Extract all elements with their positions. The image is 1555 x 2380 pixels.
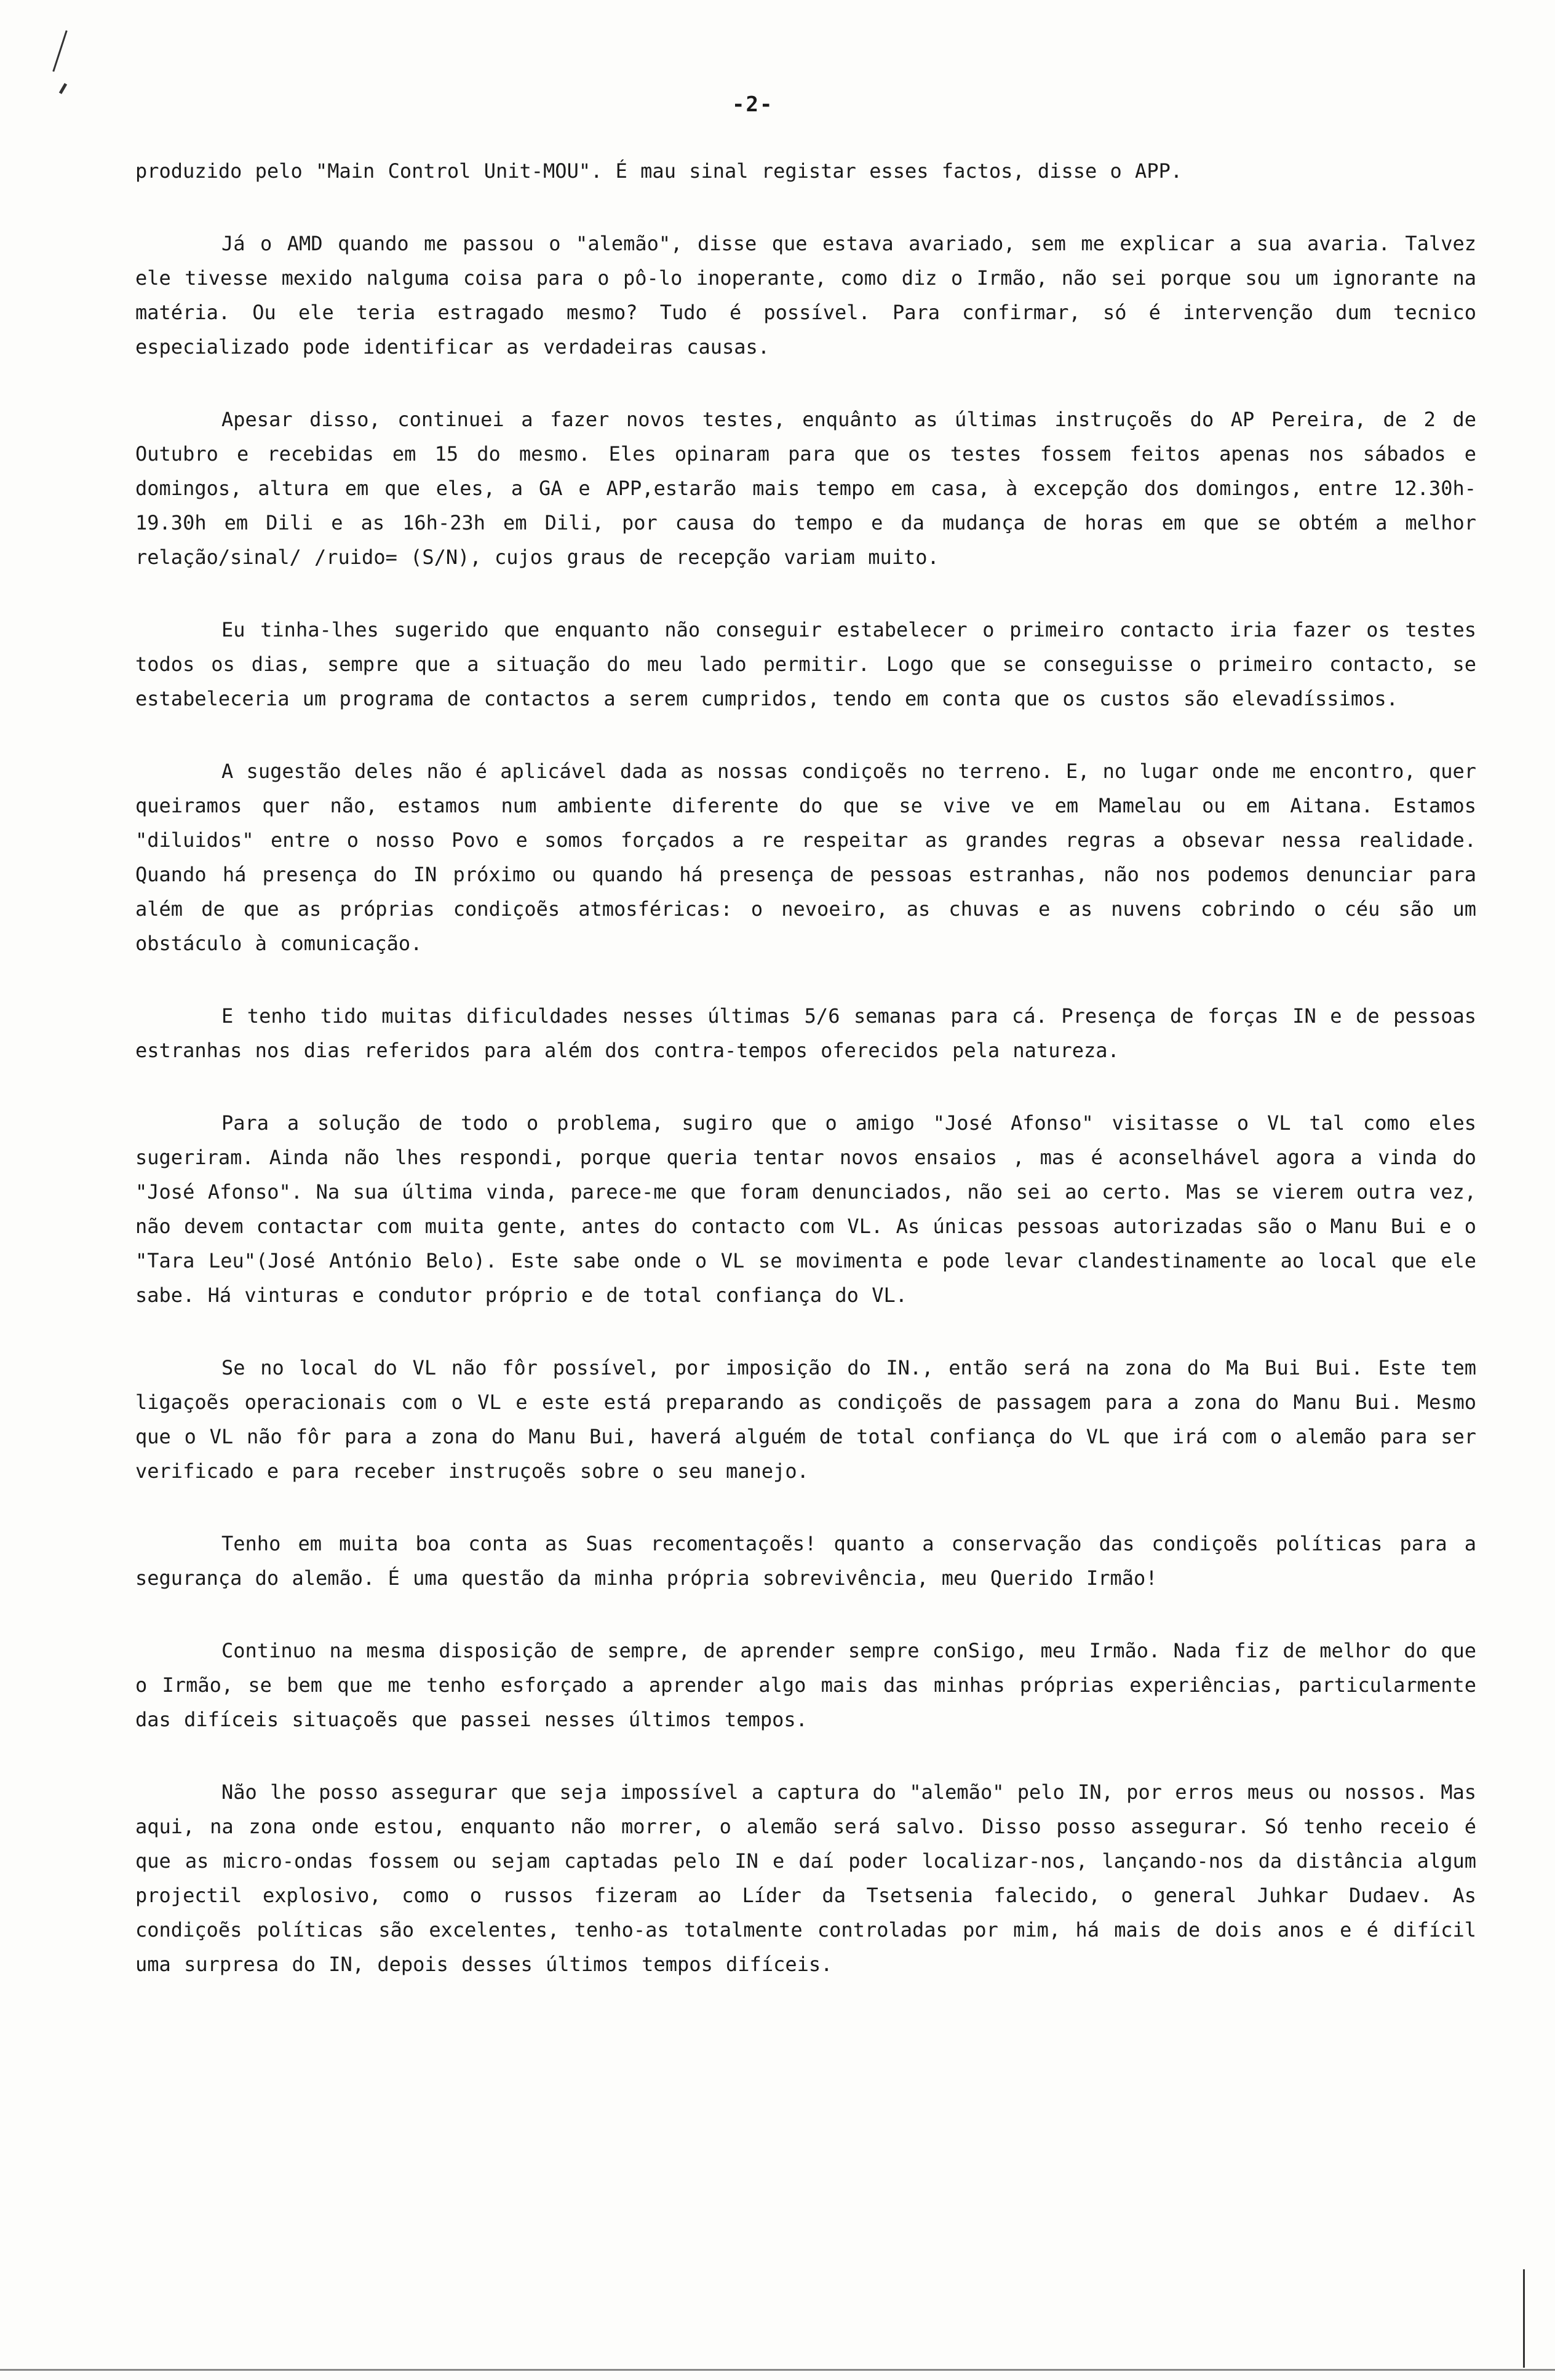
scan-bottom-edge [0,2369,1555,2371]
letter-body [135,154,1476,2020]
paragraph: Já o AMD quando me passou o "alemão", disse que estava avariado, sem me explicar a sua avaria. Talvez ele tivesse mexido nalguma coisa para o pô-lo inoperante, como diz o Irmão, não sei porque sou um ignorante na matéria. Ou ele teria estragado mesmo? Tudo é possível. Para confirmar, só é intervenção dum tecnico especializado pode identificar as verdadeiras causas. [135,232,1476,359]
paragraph: Continuo na mesma disposição de sempre, de aprender sempre conSigo, meu Irmão. Nada fiz de melhor do que o Irmão, se bem que me tenho esforçado a aprender algo mais das minhas próprias experiências, particularmente das difíceis situaçoẽs que passei nesses últimos tempos. [135,1639,1476,1731]
paragraph: Eu tinha-lhes sugerido que enquanto não conseguir estabelecer o primeiro contacto iria fazer os testes todos os dias, sempre que a situação do meu lado permitir. Logo que se conseguisse o primeiro contacto, se estabeleceria um programa de contactos a serem cumpridos, tendo em conta que os custos são elevadíssimos. [135,618,1476,710]
margin-pen-mark [52,30,67,72]
paragraph: A sugestão deles não é aplicável dada as nossas condiçoẽs no terreno. E, no lugar onde me encontro, quer queiramos quer não, estamos num ambiente diferente do que se vive ve em Mamelau ou em Aitana. Estamos "diluidos" entre o nosso Povo e somos forçados a re respeitar as grandes regras a obsevar nessa realidade. Quando há presença do IN próximo ou quando há presença de pessoas estranhas, não nos podemos denunciar para além de que as próprias condiçoẽs atmosféricas: o nevoeiro, as chuvas e as nuvens cobrindo o céu são um obstáculo à comunicação. [135,760,1476,955]
edge-scan-mark [1523,2269,1525,2368]
paragraph: produzido pelo "Main Control Unit-MOU". É mau sinal registar esses factos, disse o APP. [135,159,1183,183]
paragraph: E tenho tido muitas dificuldades nesses últimas 5/6 semanas para cá. Presença de forças IN e de pessoas estranhas nos dias referidos para além dos contra-tempos oferecidos pela natureza. [135,1004,1476,1062]
paragraph: Apesar disso, continuei a fazer novos testes, enquânto as últimas instruçoẽs do AP Pereira, de 2 de Outubro e recebidas em 15 do mesmo. Eles opinaram para que os testes fossem feitos apenas nos sábados e domingos, altura em que eles, a GA e APP,estarão mais tempo em casa, à excepção dos domingos, entre 12.30h-19.30h em Dili e as 16h-23h em Dili, por causa do tempo e da mudança de horas em que se obtém a melhor relação/sinal/ /ruido= (S/N), cujos graus de recepção variam muito. [135,408,1476,569]
paragraph: Não lhe posso assegurar que seja impossível a captura do "alemão" pelo IN, por erros meus ou nossos. Mas aqui, na zona onde estou, enquanto não morrer, o alemão será salvo. Disso posso assegurar. Só tenho receio é que as micro-ondas fossem ou sejam captadas pelo IN e daí poder localizar-nos, lançando-nos da distância algum projectil explosivo, como o russos fizeram ao Líder da Tsetsenia falecido, o general Juhkar Dudaev. As condiçoẽs políticas são excelentes, tenho-as totalmente controladas por mim, há mais de dois anos e é difícil uma surpresa do IN, depois desses últimos tempos difíceis. [135,1780,1476,1976]
paragraph: Se no local do VL não fôr possível, por imposição do IN., então será na zona do Ma Bui Bui. Este tem ligaçoẽs operacionais com o VL e este está preparando as condiçoẽs de passagem para a zona do Manu Bui. Mesmo que o VL não fôr para a zona do Manu Bui, haverá alguém de total confiança do VL que irá com o alemão para ser verificado e para receber instruçoẽs sobre o seu manejo. [135,1356,1476,1483]
paragraph: Para a solução de todo o problema, sugiro que o amigo "José Afonso" visitasse o VL tal como eles sugeriram. Ainda não lhes respondi, porque queria tentar novos ensaios , mas é aconselhável agora a vinda do "José Afonso". Na sua última vinda, parece-me que foram denunciados, não sei ao certo. Mas se vierem outra vez, não devem contactar com muita gente, antes do contacto com VL. As únicas pessoas autorizadas são o Manu Bui e o "Tara Leu"(José António Belo). Este sabe onde o VL se movimenta e pode levar clandestinamente ao local que ele sabe. Há vinturas e condutor próprio e de total confiança do VL. [135,1111,1476,1307]
margin-pen-mark [59,83,67,94]
paragraph: Tenho em muita boa conta as Suas recomentaçoẽs! quanto a conservação das condiçoẽs políticas para a segurança do alemão. É uma questão da minha própria sobrevivência, meu Querido Irmão! [135,1532,1476,1590]
page-number: -2- [732,92,774,117]
